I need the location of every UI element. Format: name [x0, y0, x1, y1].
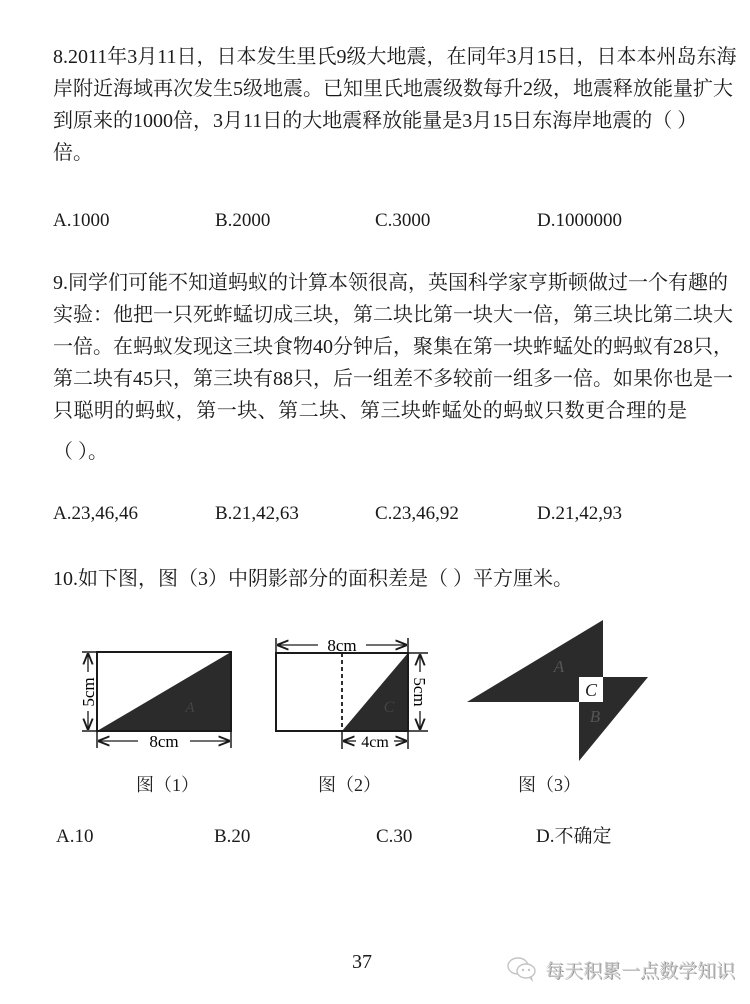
figure-1-height-label: 5cm: [79, 677, 98, 707]
question-10-option-c[interactable]: C.30: [376, 826, 413, 847]
question-8-line: 到原来的1000倍，3月11日的大地震释放能量是3月15日东海岸地震的（ ）: [53, 110, 698, 132]
figure-1-region-label: A: [185, 700, 195, 716]
figure-2-caption: 图（2）: [318, 775, 381, 795]
question-9-line: 9.同学们可能不知道蚂蚁的计算本领很高，英国科学家亨斯顿做过一个有趣的: [53, 272, 728, 294]
watermark: [505, 955, 735, 983]
figure-1-width-label: 8cm: [149, 732, 179, 751]
question-8-option-d[interactable]: D.1000000: [537, 210, 622, 231]
figure-3: [467, 620, 648, 761]
question-9-line: 一倍。在蚂蚁发现这三块食物40分钟后，聚集在第一块蚱蜢处的蚂蚁有28只，: [53, 336, 733, 358]
figure-1: [79, 652, 231, 751]
question-8-option-a[interactable]: A.1000: [53, 210, 110, 231]
figure-1-caption: 图（1）: [136, 775, 199, 795]
figure-2-region-label: C: [383, 699, 395, 716]
figure-3-label-c: C: [584, 680, 598, 700]
figure-3-label-a: A: [553, 657, 565, 676]
question-10-option-b[interactable]: B.20: [214, 826, 251, 847]
figure-2-width-label: 8cm: [327, 636, 357, 655]
question-8-option-b[interactable]: B.2000: [215, 210, 271, 231]
question-9-option-d[interactable]: D.21,42,93: [537, 503, 622, 524]
page-number: 37: [352, 951, 372, 973]
figure-2-shaded-triangle-c: [342, 653, 408, 731]
figure-3-label-b: B: [589, 707, 601, 726]
question-10-option-a[interactable]: A.10: [56, 826, 94, 847]
question-10-option-d[interactable]: D.不确定: [536, 826, 612, 847]
question-9-line: 第二块有45只，第三块有88只，后一组差不多较前一组多一倍。如果你也是一: [53, 368, 733, 390]
figure-3-caption: 图（3）: [518, 775, 581, 795]
question-9-option-c[interactable]: C.23,46,92: [375, 503, 459, 524]
question-8-option-c[interactable]: C.3000: [375, 210, 431, 231]
question-10-figures: [0, 600, 750, 780]
figure-2: [276, 636, 429, 751]
figure-1-shaded-triangle-a: [97, 652, 231, 731]
question-8-line: 岸附近海域再次发生5级地震。已知里氏地震级数每升2级，地震释放能量扩大: [53, 78, 733, 100]
question-9-line: 只聪明的蚂蚁，第一块、第二块、第三块蚱蜢处的蚂蚁只数更合理的是: [53, 400, 687, 422]
question-10-line: 10.如下图，图（3）中阴影部分的面积差是（ ）平方厘米。: [53, 568, 573, 590]
figure-2-base-label: 4cm: [361, 734, 389, 751]
question-8-line: 8.2011年3月11日，日本发生里氏9级大地震，在同年3月15日，日本本州岛东海: [53, 46, 737, 68]
question-9-line: 实验：他把一只死蚱蜢切成三块，第二块比第一块大一倍，第三块比第二块大: [53, 304, 733, 326]
wechat-icon: [505, 956, 539, 982]
question-9-option-a[interactable]: A.23,46,46: [53, 503, 138, 524]
question-8-line: 倍。: [53, 142, 93, 164]
question-9-option-b[interactable]: B.21,42,63: [215, 503, 299, 524]
watermark-text: 每天积累一点数学知识: [545, 959, 736, 982]
figure-2-height-label: 5cm: [410, 677, 429, 707]
question-9-line: （ ）。: [53, 441, 108, 463]
